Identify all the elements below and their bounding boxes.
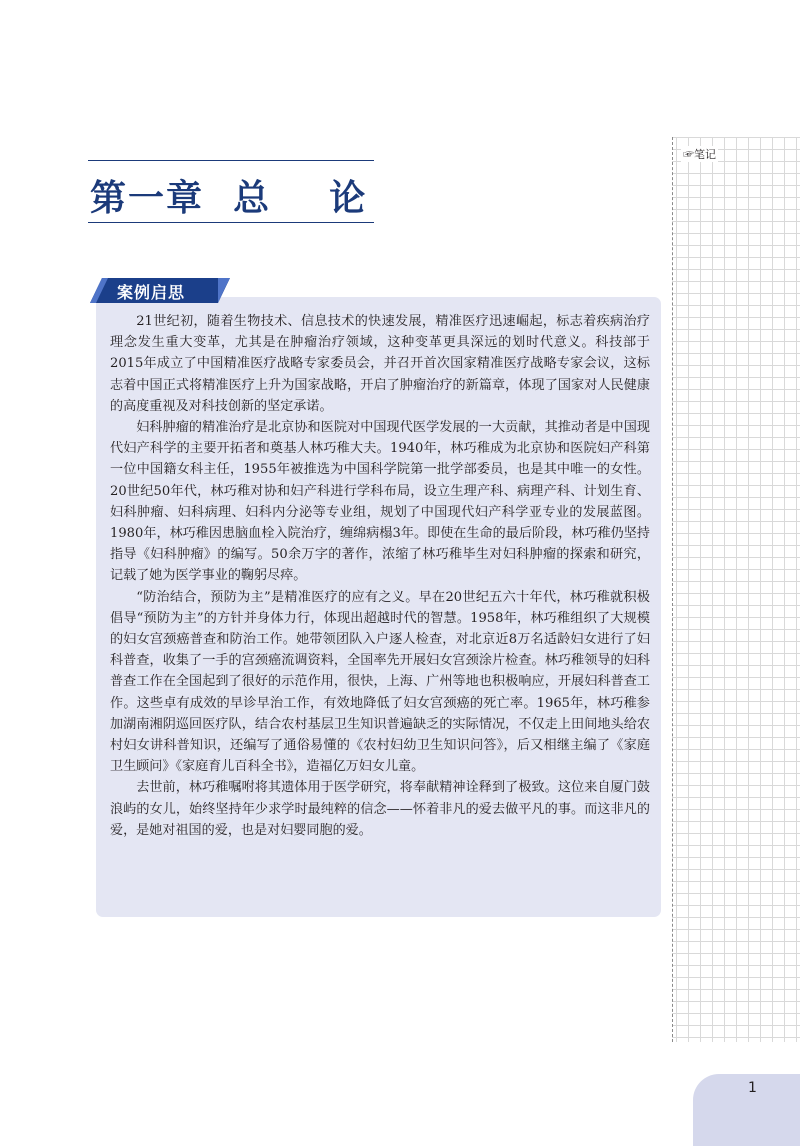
case-paragraph-1: 21世纪初，随着生物技术、信息技术的快速发展，精准医疗迅速崛起，标志着疾病治疗理念发生重大变革，尤其是在肿瘤治疗领域，这种变革更具深远的划时代意义。科技部于2015年成立了中国精准医疗战略专家委员会，并召开首次国家精准医疗战略专家会议，这标志着中国正式将精准医疗上升为国家战略，开启了肿瘤治疗的新篇章，体现了国家对人民健康的高度重视及对科技创新的坚定承诺。 (110, 314, 650, 414)
case-paragraph-2: 妇科肿瘤的精准治疗是北京协和医院对中国现代医学发展的一大贡献，其推动者是中国现代妇产科学的主要开拓者和奠基人林巧稚大夫。1940年，林巧稚成为北京协和医院妇产科第一位中国籍女科主任，1955年被推选为中国科学院第一批学部委员，也是其中唯一的女性。20世纪50年代，林巧稚对协和妇产科进行学科布局，设立生理产科、病理产科、计划生育、妇科肿瘤、妇科病理、妇科内分泌等专业组，规划了中国现代妇产科学亚专业的发展蓝图。1980年，林巧稚因患脑血栓入院治疗，缠绵病榻3年。即使在生命的最后阶段，林巧稚仍坚持指导《妇科肿瘤》的编写。50余万字的著作，浓缩了林巧稚毕生对妇科肿瘤的探索和研究，记载了她为医学事业的鞠躬尽瘁。 (110, 420, 650, 584)
notes-label: ☞笔记 (683, 148, 716, 161)
title-top-rule (88, 160, 374, 161)
case-text (110, 311, 650, 841)
notes-grid (672, 137, 800, 1042)
case-paragraph-3: “防治结合，预防为主”是精准医疗的应有之义。早在20世纪五六十年代，林巧稚就积极倡导“预防为主”的方针并身体力行，体现出超越时代的智慧。1958年，林巧稚组织了大规模的妇女宫颈癌普查和防治工作。她带领团队入户逐人检查，对北京近8万名适龄妇女进行了妇科普查，收集了一手的宫颈癌流调资料，全国率先开展妇女宫颈涂片检查。林巧稚领导的妇科普查工作在全国起到了很好的示范作用，很快，上海、广州等地也积极响应，开展妇科普查工作。这些卓有成效的早诊早治工作，有效地降低了妇女宫颈癌的死亡率。1965年，林巧稚参加湖南湘阴巡回医疗队，结合农村基层卫生知识普遍缺乏的实际情况，不仅走上田间地头给农村妇女讲科普知识，还编写了通俗易懂的《农村妇幼卫生知识问答》，后又相继主编了《家庭卫生顾问》《家庭育儿百科全书》，造福亿万妇女儿童。 (110, 589, 650, 775)
chapter-title: 第一章 总 论 (90, 177, 368, 219)
case-heading: 案例启思 (117, 283, 186, 302)
case-heading-tab (90, 278, 230, 303)
case-paragraph-4: 去世前，林巧稚嘱咐将其遗体用于医学研究，将奉献精神诠释到了极致。这位来自厦门鼓浪屿的女儿，始终坚持年少求学时最纯粹的信念——怀着非凡的爱去做平凡的事。而这非凡的爱，是她对祖国的爱，也是对妇婴同胞的爱。 (110, 780, 650, 838)
page-number: 1 (748, 1080, 757, 1096)
page-number-tab (693, 1074, 800, 1146)
title-bottom-rule (88, 222, 374, 223)
